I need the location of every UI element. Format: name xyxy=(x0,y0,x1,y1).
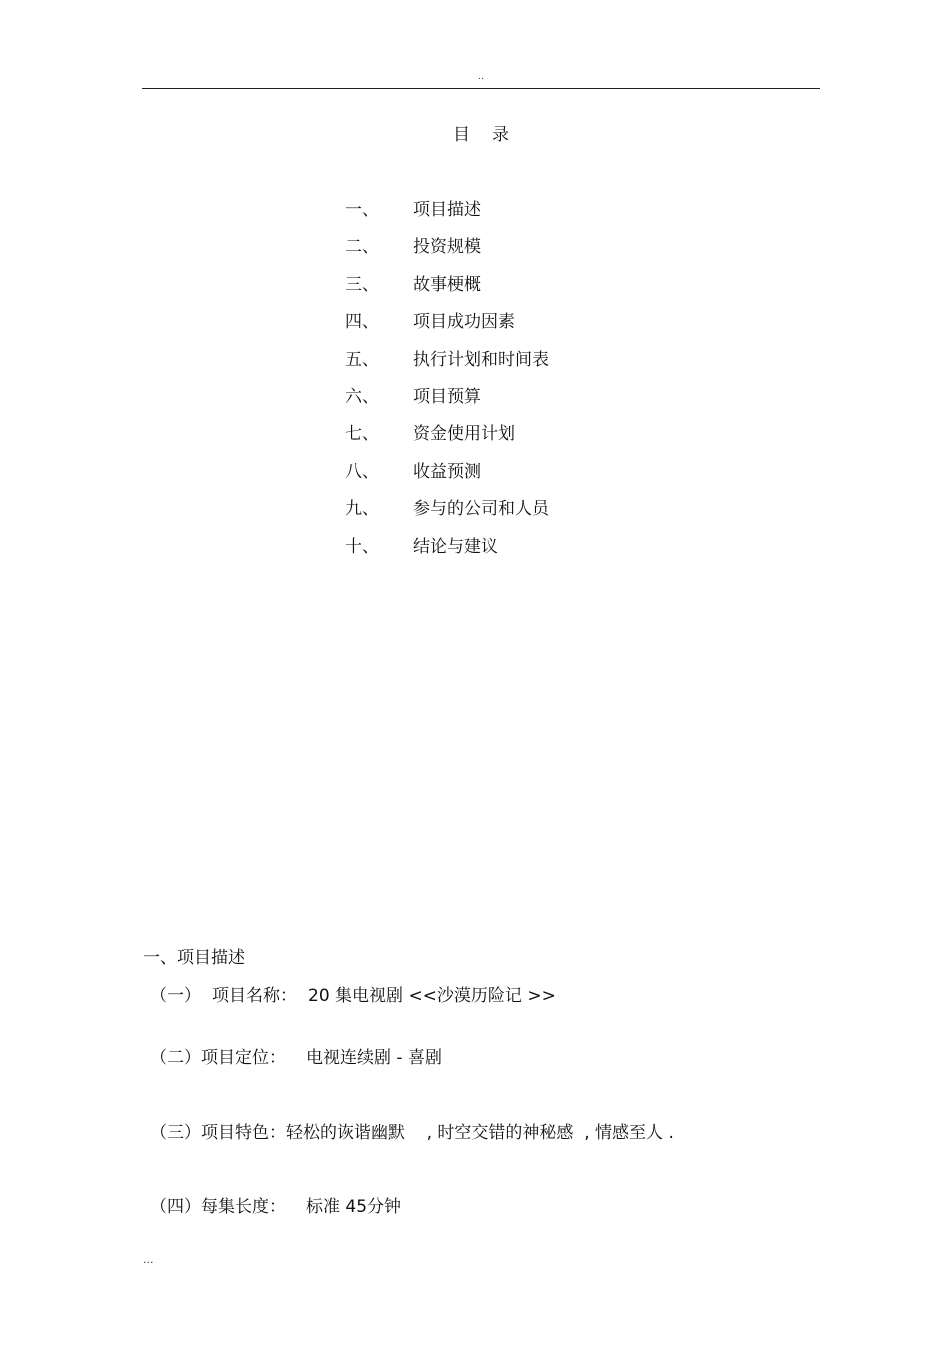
toc-item-label: 执行计划和时间表 xyxy=(413,349,549,370)
toc-item-number: 七、 xyxy=(345,424,379,445)
toc-item-number: 一、 xyxy=(345,200,379,220)
section-heading: 一、项目描述 xyxy=(143,948,245,968)
toc-item[interactable] xyxy=(345,349,549,386)
toc-item[interactable] xyxy=(345,311,549,348)
header-rule xyxy=(142,88,820,89)
toc-item-number: 二、 xyxy=(345,237,379,258)
toc-title-char-2: 录 xyxy=(492,125,509,145)
project-positioning-value: 电视连续剧 - 喜剧 xyxy=(306,1048,442,1068)
toc-item-number: 九、 xyxy=(345,499,379,520)
episode-length-line xyxy=(150,1196,401,1218)
toc-item-label: 收益预测 xyxy=(413,461,481,482)
toc-title-char-1: 目 xyxy=(453,125,470,145)
toc-item-label: 结论与建议 xyxy=(413,536,498,557)
project-features-line xyxy=(150,1122,674,1144)
toc-item[interactable] xyxy=(345,199,549,236)
episode-length-label: （四）每集长度： xyxy=(150,1197,286,1217)
toc-item[interactable] xyxy=(345,423,549,460)
project-name-number: （一） xyxy=(150,986,201,1006)
toc-title xyxy=(0,125,950,145)
toc-item[interactable] xyxy=(345,274,549,311)
header-mark: .. xyxy=(478,72,484,82)
project-positioning-label: （二）项目定位： xyxy=(150,1048,286,1068)
toc-item-label: 投资规模 xyxy=(413,237,481,258)
toc-item[interactable] xyxy=(345,498,549,535)
toc-item[interactable] xyxy=(345,536,549,573)
toc-item-label: 故事梗概 xyxy=(413,274,481,295)
toc-item-label: 项目描述 xyxy=(413,200,481,220)
toc-item[interactable] xyxy=(345,236,549,273)
project-name-label: 项目名称： xyxy=(212,986,297,1006)
footer-mark: ... xyxy=(143,1253,154,1266)
project-name-line xyxy=(150,985,556,1007)
toc-item[interactable] xyxy=(345,461,549,498)
episode-length-value: 标准 45分钟 xyxy=(306,1197,402,1217)
toc-item-label: 参与的公司和人员 xyxy=(413,499,549,520)
toc-item-number: 三、 xyxy=(345,274,379,295)
toc-item-label: 项目预算 xyxy=(413,386,481,407)
project-features-label: （三）项目特色： xyxy=(150,1123,286,1143)
project-positioning-line xyxy=(150,1047,442,1069)
toc-item-number: 六、 xyxy=(345,386,379,407)
toc-item-number: 四、 xyxy=(345,312,379,333)
toc-item-number: 五、 xyxy=(345,349,379,370)
project-features-value: 轻松的诙谐幽默 , 时空交错的神秘感 , 情感至人 . xyxy=(286,1123,674,1143)
toc-item-number: 八、 xyxy=(345,461,379,482)
toc-item-label: 项目成功因素 xyxy=(413,312,515,333)
toc-item-number: 十、 xyxy=(345,536,379,557)
toc-item-label: 资金使用计划 xyxy=(413,424,515,445)
project-name-value: 20 集电视剧 <<沙漠历险记 >> xyxy=(308,986,556,1006)
toc-item[interactable] xyxy=(345,386,549,423)
toc-list xyxy=(345,199,549,573)
